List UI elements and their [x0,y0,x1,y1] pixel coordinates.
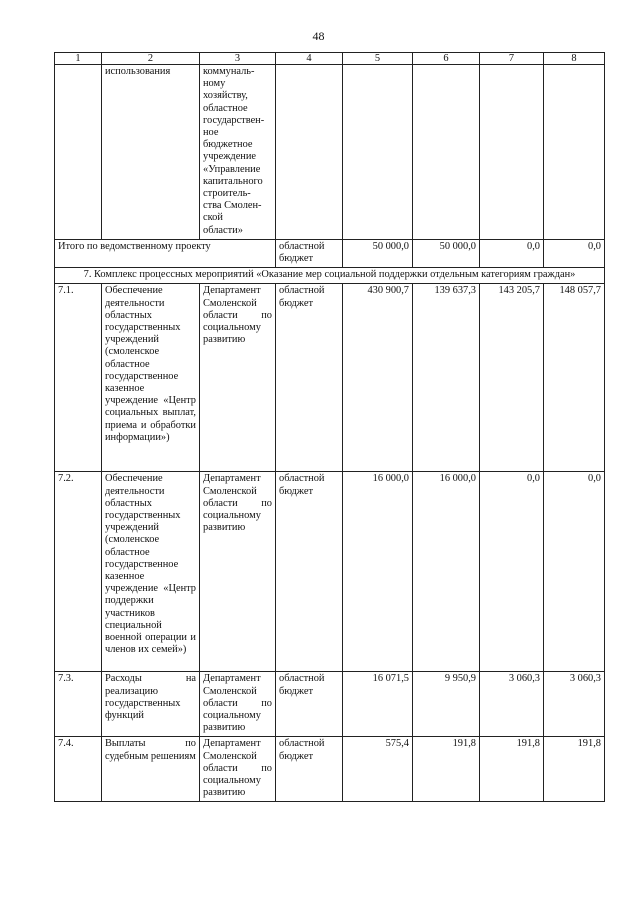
row-value-7: 3 060,3 [480,672,544,737]
section-row [55,268,605,284]
row-source: областной бюджет [276,672,343,737]
row-value-8: 191,8 [544,737,605,802]
row-value-6: 16 000,0 [413,472,480,672]
table-row [55,284,605,472]
column-number: 3 [200,53,276,65]
section-title: 7. Комплекс процессных мероприятий «Оказание мер социальной поддержки отдельным категориям граждан» [55,268,605,284]
continued-executor-cell: коммуналь- ному хозяйству, областное государствен- ное бюджетное учреждение «Управление капитального строитель- ства Смолен- ской области» [200,65,276,240]
column-number: 1 [55,53,102,65]
row-name: Расходы на реализацию государственных функций [102,672,200,737]
total-value-7: 0,0 [480,239,544,267]
row-name: Выплаты по судебным решениям [102,737,200,802]
row-index: 7.4. [55,737,102,802]
table-row [55,737,605,802]
continued-name-cell: использования [102,65,200,240]
row-value-5: 575,4 [343,737,413,802]
table-row [55,472,605,672]
row-source: областной бюджет [276,472,343,672]
column-number: 5 [343,53,413,65]
total-value-8: 0,0 [544,239,605,267]
row-value-7: 143 205,7 [480,284,544,472]
total-source: областной бюджет [276,239,343,267]
row-value-6: 191,8 [413,737,480,802]
row-value-5: 16 000,0 [343,472,413,672]
row-source: областной бюджет [276,737,343,802]
row-value-6: 9 950,9 [413,672,480,737]
row-value-8: 0,0 [544,472,605,672]
row-name: Обеспечение деятельности областных государственных учреждений (смоленское областное государственное казенное учреждение «Центр социальных выплат, приема и обработки информации») [102,284,200,472]
column-number-header [55,53,605,65]
column-number: 7 [480,53,544,65]
column-number: 2 [102,53,200,65]
row-value-8: 148 057,7 [544,284,605,472]
row-value-5: 430 900,7 [343,284,413,472]
row-executor: Департамент Смоленской области по социальному развитию [200,737,276,802]
column-number: 6 [413,53,480,65]
row-value-7: 0,0 [480,472,544,672]
column-number: 4 [276,53,343,65]
row-source: областной бюджет [276,284,343,472]
page-number: 48 [312,29,325,43]
column-number: 8 [544,53,605,65]
total-value-5: 50 000,0 [343,239,413,267]
total-label: Итого по ведомственному проекту [55,239,276,267]
total-value-6: 50 000,0 [413,239,480,267]
program-table [54,52,605,802]
continued-row [55,65,605,240]
total-row [55,239,605,267]
row-executor: Департамент Смоленской области по социальному развитию [200,472,276,672]
row-value-6: 139 637,3 [413,284,480,472]
row-index: 7.3. [55,672,102,737]
row-index: 7.2. [55,472,102,672]
row-value-5: 16 071,5 [343,672,413,737]
row-executor: Департамент Смоленской области по социальному развитию [200,672,276,737]
row-value-7: 191,8 [480,737,544,802]
row-name: Обеспечение деятельности областных государственных учреждений (смоленское областное государственное казенное учреждение «Центр поддержки участников специальной военной операции и членов их семей») [102,472,200,672]
row-executor: Департамент Смоленской области по социальному развитию [200,284,276,472]
row-index: 7.1. [55,284,102,472]
row-value-8: 3 060,3 [544,672,605,737]
table-row [55,672,605,737]
